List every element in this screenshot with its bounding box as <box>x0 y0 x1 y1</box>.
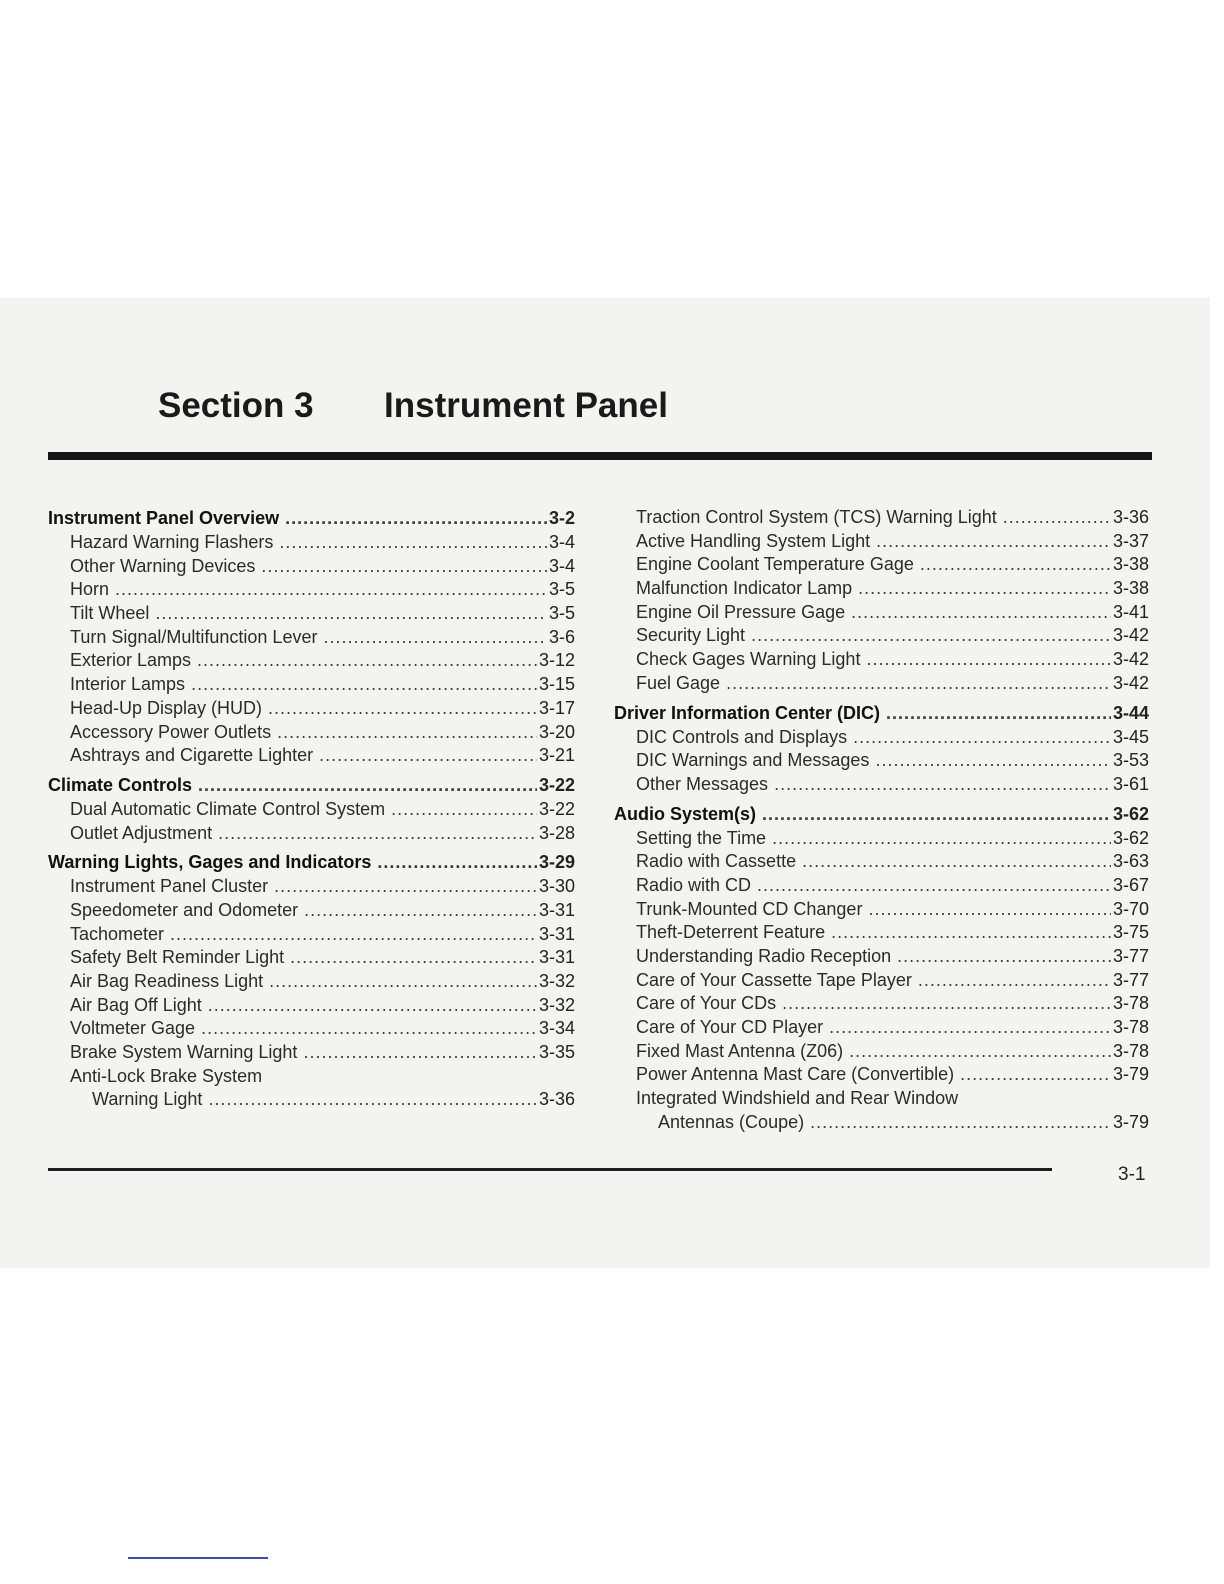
toc-entry-title: Anti-Lock Brake System <box>70 1065 263 1086</box>
toc-page-number: 3-15 <box>538 674 575 695</box>
toc-leader-dots <box>918 969 1111 993</box>
toc-page-number: 3-31 <box>538 923 575 944</box>
toc-page-number: 3-17 <box>538 697 575 718</box>
toc-entry[interactable] <box>614 773 1149 797</box>
toc-page-number: 3-79 <box>1112 1111 1149 1132</box>
toc-leader-dots <box>762 802 1111 827</box>
toc-leader-dots <box>829 1016 1111 1040</box>
toc-entry-title: Accessory Power Outlets <box>70 721 272 742</box>
toc-page-number: 3-75 <box>1112 922 1149 943</box>
toc-entry[interactable] <box>614 601 1149 625</box>
toc-entry[interactable] <box>48 649 575 673</box>
toc-leader-dots <box>960 1063 1111 1087</box>
toc-entry[interactable] <box>48 721 575 745</box>
toc-entry-title: Tilt Wheel <box>70 603 150 624</box>
toc-page-number: 3-36 <box>1112 507 1149 527</box>
toc-page-number: 3-38 <box>1112 554 1149 575</box>
toc-page-number: 3-30 <box>538 876 575 897</box>
toc-page-number: 3-35 <box>538 1042 575 1063</box>
header-rule <box>48 452 1152 460</box>
toc-entry-title: Brake System Warning Light <box>70 1042 298 1063</box>
toc-entry-title: Ashtrays and Cigarette Lighter <box>70 745 314 766</box>
toc-entry-title: Power Antenna Mast Care (Convertible) <box>636 1064 955 1085</box>
toc-entry[interactable] <box>48 602 575 626</box>
toc-entry[interactable] <box>614 1087 1149 1111</box>
toc-page-number: 3-28 <box>538 822 575 843</box>
toc-page-number: 3-67 <box>1112 874 1149 895</box>
toc-entry[interactable] <box>614 726 1149 750</box>
toc-entry-title: Traction Control System (TCS) Warning Light <box>636 507 997 527</box>
toc-entry-title: Exterior Lamps <box>70 650 192 671</box>
toc-page-number: 3-32 <box>538 971 575 991</box>
toc-leader-dots <box>920 553 1111 577</box>
toc-page-number: 3-32 <box>538 994 575 1015</box>
toc-entry-title: Speedometer and Odometer <box>70 899 299 920</box>
toc-leader-dots <box>1003 506 1111 530</box>
toc-leader-dots <box>377 850 537 875</box>
toc-entry[interactable] <box>614 648 1149 672</box>
toc-entry-title: Head-Up Display (HUD) <box>70 697 263 718</box>
toc-entry-title: Horn <box>70 579 110 600</box>
section-title: Instrument Panel <box>384 386 668 425</box>
toc-page-number: 3-4 <box>548 532 575 552</box>
toc-section-heading[interactable] <box>614 701 1149 726</box>
toc-page-number: 3-70 <box>1112 898 1149 919</box>
toc-entry[interactable] <box>48 798 575 822</box>
toc-leader-dots <box>853 726 1111 750</box>
toc-leader-dots <box>782 992 1111 1016</box>
toc-entry[interactable] <box>48 994 575 1018</box>
toc-entry-title: Care of Your CDs <box>636 993 777 1014</box>
toc-page-number: 3-78 <box>1112 1017 1149 1038</box>
toc-entry-title: Engine Oil Pressure Gage <box>636 601 846 622</box>
toc-leader-dots <box>277 721 537 745</box>
toc-leader-dots <box>849 1040 1111 1064</box>
toc-leader-dots <box>875 749 1111 773</box>
toc-entry[interactable] <box>614 624 1149 648</box>
toc-leader-dots <box>751 624 1111 648</box>
toc-entry[interactable] <box>48 673 575 697</box>
toc-section-heading[interactable] <box>48 773 575 798</box>
toc-leader-dots <box>269 970 537 994</box>
toc-entry-title: Driver Information Center (DIC) <box>614 702 881 723</box>
toc-page-number: 3-41 <box>1112 601 1149 622</box>
toc-entry-title: Other Warning Devices <box>70 555 256 576</box>
toc-page-number: 3-42 <box>1112 625 1149 646</box>
toc-entry[interactable] <box>48 822 575 846</box>
toc-entry[interactable] <box>614 530 1149 554</box>
toc-page-number: 3-31 <box>538 899 575 920</box>
toc-page-number: 3-44 <box>1112 702 1149 723</box>
toc-leader-dots <box>274 875 537 899</box>
toc-entry-title: Safety Belt Reminder Light <box>70 947 285 968</box>
toc-leader-dots <box>170 923 537 947</box>
toc-entry[interactable] <box>614 577 1149 601</box>
toc-entry-title: Air Bag Readiness Light <box>70 971 264 991</box>
toc-entry-title: Warning Lights, Gages and Indicators <box>48 852 372 873</box>
toc-entry-title: Warning Light <box>92 1089 203 1110</box>
toc-entry[interactable] <box>614 1016 1149 1040</box>
toc-leader-dots <box>155 602 547 626</box>
toc-page-number: 3-12 <box>538 650 575 671</box>
toc-leader-dots <box>201 1017 537 1041</box>
toc-entry[interactable] <box>614 1063 1149 1087</box>
toc-leader-dots <box>279 531 547 555</box>
section-label: Section 3 <box>158 386 314 425</box>
toc-page-number: 3-77 <box>1112 969 1149 990</box>
toc-entry-title: Check Gages Warning Light <box>636 649 861 670</box>
toc-leader-dots <box>726 672 1111 696</box>
toc-page-number: 3-61 <box>1112 773 1149 794</box>
toc-page-number: 3-79 <box>1112 1064 1149 1085</box>
toc-page-number: 3-63 <box>1112 851 1149 872</box>
toc-entry[interactable] <box>614 749 1149 773</box>
toc-section-heading[interactable] <box>48 850 575 875</box>
toc-entry-title: DIC Warnings and Messages <box>636 750 870 771</box>
toc-entry[interactable] <box>48 697 575 721</box>
toc-entry[interactable] <box>48 626 575 650</box>
toc-entry[interactable] <box>48 744 575 768</box>
toc-entry-title: Fixed Mast Antenna (Z06) <box>636 1040 844 1061</box>
toc-leader-dots <box>774 773 1111 797</box>
toc-entry-title: Trunk-Mounted CD Changer <box>636 898 863 919</box>
toc-page-number: 3-21 <box>538 745 575 766</box>
toc-entry-title: Instrument Panel Cluster <box>70 876 269 897</box>
toc-entry[interactable] <box>48 1065 575 1089</box>
toc-entry-title: Security Light <box>636 625 746 646</box>
toc-entry-title: Hazard Warning Flashers <box>70 532 274 552</box>
toc-page-number: 3-42 <box>1112 649 1149 670</box>
toc-leader-dots <box>197 649 537 673</box>
toc-leader-dots <box>802 850 1111 874</box>
toc-leader-dots <box>757 874 1111 898</box>
toc-entry-title: Care of Your CD Player <box>636 1017 824 1038</box>
page-number: 3-1 <box>1118 1164 1146 1185</box>
toc-entry-title: Tachometer <box>70 923 165 944</box>
toc-page-number: 3-62 <box>1112 803 1149 824</box>
toc-page-number: 3-2 <box>548 508 575 528</box>
toc-page-number: 3-45 <box>1112 726 1149 747</box>
toc-entry[interactable] <box>614 921 1149 945</box>
toc-page-number: 3-5 <box>548 603 575 624</box>
toc-leader-dots <box>831 921 1111 945</box>
toc-leader-dots <box>285 506 547 531</box>
toc-entry[interactable] <box>614 672 1149 696</box>
toc-page-number: 3-6 <box>548 626 575 647</box>
toc-page-number: 3-36 <box>538 1089 575 1110</box>
toc-page-number: 3-5 <box>548 579 575 600</box>
toc-entry[interactable] <box>48 1017 575 1041</box>
toc-page-number: 3-78 <box>1112 1040 1149 1061</box>
toc-entry-title: Turn Signal/Multifunction Lever <box>70 626 318 647</box>
toc-entry-title: Climate Controls <box>48 774 193 795</box>
toc-entry-title: Antennas (Coupe) <box>658 1111 805 1132</box>
toc-entry[interactable] <box>614 969 1149 993</box>
toc-entry-title: Theft-Deterrent Feature <box>636 922 826 943</box>
toc-leader-dots <box>897 945 1111 969</box>
toc-leader-dots <box>866 648 1111 672</box>
toc-entry[interactable] <box>614 874 1149 898</box>
toc-leader-dots <box>858 577 1111 601</box>
toc-page-number: 3-29 <box>538 852 575 873</box>
toc-entry[interactable] <box>48 923 575 947</box>
toc-entry[interactable] <box>48 970 575 994</box>
toc-leader-dots <box>191 673 537 697</box>
toc-leader-dots <box>290 946 537 970</box>
toc-entry[interactable] <box>48 1041 575 1065</box>
toc-entry-title: Radio with CD <box>636 874 752 895</box>
toc-entry-title: Integrated Windshield and Rear Window <box>636 1088 959 1109</box>
toc-page-number: 3-53 <box>1112 750 1149 771</box>
toc-entry[interactable] <box>614 850 1149 874</box>
toc-entry[interactable] <box>48 555 575 579</box>
toc-entry-title: Care of Your Cassette Tape Player <box>636 969 912 990</box>
toc-leader-dots <box>319 744 537 768</box>
toc-leader-dots <box>303 1041 537 1065</box>
toc-leader-dots <box>886 701 1111 726</box>
toc-entry[interactable] <box>614 1111 1149 1135</box>
toc-entry-title: Outlet Adjustment <box>70 822 213 843</box>
toc-entry-title: Malfunction Indicator Lamp <box>636 578 853 599</box>
toc-entry[interactable] <box>614 827 1149 851</box>
toc-entry-title: Radio with Cassette <box>636 851 797 872</box>
footer-rule <box>48 1168 1052 1171</box>
toc-entry[interactable] <box>614 992 1149 1016</box>
toc-page-number: 3-4 <box>548 555 575 576</box>
toc-page-number: 3-22 <box>538 798 575 819</box>
toc-entry-title: Air Bag Off Light <box>70 994 202 1015</box>
toc-leader-dots <box>323 626 547 650</box>
toc-leader-dots <box>810 1111 1111 1135</box>
toc-leader-dots <box>876 530 1111 554</box>
toc-entry[interactable] <box>48 946 575 970</box>
toc-section-heading[interactable] <box>48 506 575 531</box>
toc-page-number: 3-22 <box>538 774 575 795</box>
toc-leader-dots <box>198 773 537 798</box>
toc-entry[interactable] <box>48 899 575 923</box>
toc-entry-title: Active Handling System Light <box>636 530 871 551</box>
toc-entry-title: Interior Lamps <box>70 674 186 695</box>
toc-leader-dots <box>261 555 547 579</box>
toc-leader-dots <box>851 601 1111 625</box>
toc-entry[interactable] <box>614 945 1149 969</box>
toc-entry-title: Understanding Radio Reception <box>636 946 892 966</box>
toc-section-heading[interactable] <box>614 802 1149 827</box>
footer-link-underline <box>128 1557 268 1559</box>
toc-entry[interactable] <box>48 1088 575 1112</box>
toc-entry-title: Engine Coolant Temperature Gage <box>636 554 914 575</box>
toc-leader-dots <box>391 798 537 822</box>
toc-entry[interactable] <box>48 531 575 555</box>
toc-left-column <box>48 506 575 1112</box>
toc-leader-dots <box>115 578 547 602</box>
toc-entry-title: Voltmeter Gage <box>70 1018 196 1039</box>
toc-leader-dots <box>208 1088 537 1112</box>
toc-entry[interactable] <box>614 553 1149 577</box>
toc-entry[interactable] <box>614 898 1149 922</box>
toc-leader-dots <box>208 994 537 1018</box>
toc-page-number: 3-78 <box>1112 993 1149 1014</box>
toc-entry-title: Fuel Gage <box>636 672 721 693</box>
toc-entry[interactable] <box>614 506 1149 530</box>
toc-page-number: 3-77 <box>1112 946 1149 966</box>
toc-leader-dots <box>868 898 1111 922</box>
toc-entry-title: Setting the Time <box>636 827 767 848</box>
toc-entry-title: Other Messages <box>636 773 769 794</box>
toc-leader-dots <box>218 822 537 846</box>
toc-right-column <box>614 506 1149 1135</box>
toc-page-number: 3-42 <box>1112 672 1149 693</box>
toc-page-number: 3-38 <box>1112 578 1149 599</box>
toc-page-number: 3-37 <box>1112 530 1149 551</box>
toc-page-number: 3-20 <box>538 721 575 742</box>
toc-entry-title: Dual Automatic Climate Control System <box>70 798 386 819</box>
toc-entry-title: Instrument Panel Overview <box>48 508 280 528</box>
toc-page-number: 3-31 <box>538 947 575 968</box>
toc-page-number: 3-34 <box>538 1018 575 1039</box>
toc-entry-title: Audio System(s) <box>614 803 757 824</box>
toc-entry[interactable] <box>614 1040 1149 1064</box>
toc-leader-dots <box>268 697 537 721</box>
toc-entry[interactable] <box>48 875 575 899</box>
toc-entry[interactable] <box>48 578 575 602</box>
toc-entry-title: DIC Controls and Displays <box>636 726 848 747</box>
toc-leader-dots <box>772 827 1111 851</box>
toc-page-number: 3-62 <box>1112 827 1149 848</box>
toc-leader-dots <box>304 899 537 923</box>
